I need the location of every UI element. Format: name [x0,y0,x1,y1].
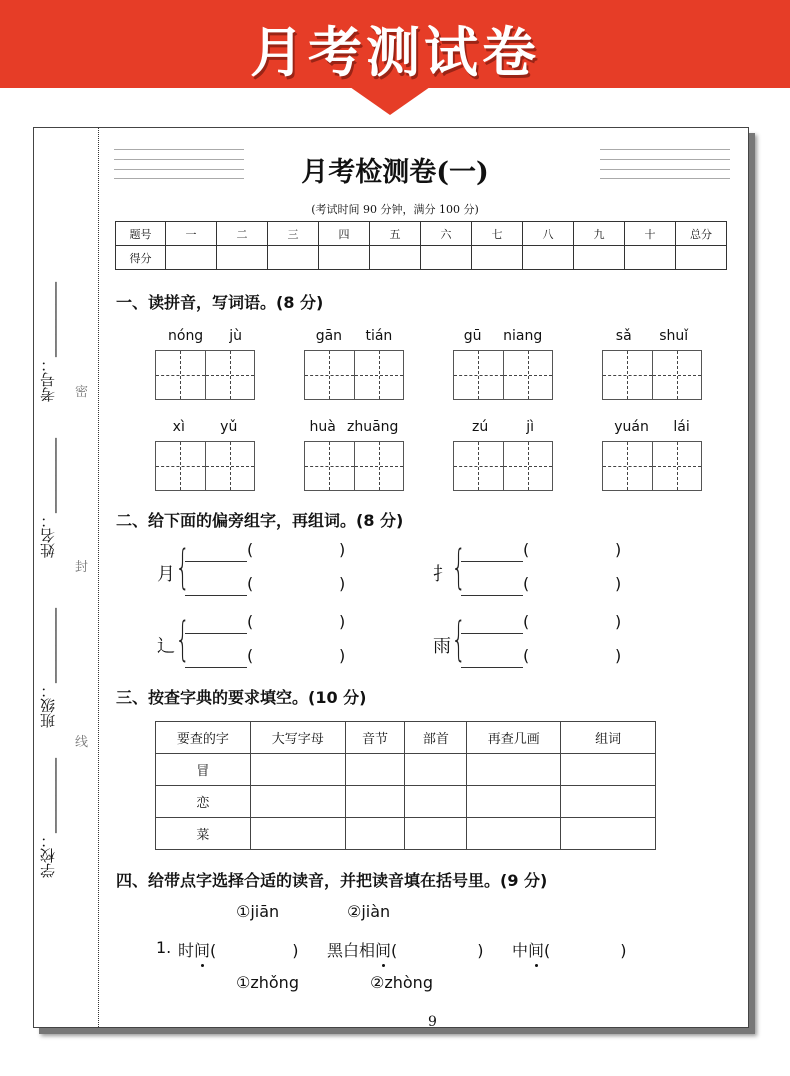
score-header-cell: 一 [166,222,217,246]
dictionary-table [155,721,656,850]
pinyin-label [602,328,702,344]
open-paren: ( [391,941,398,960]
pinyin-syllable: nóng [168,328,204,344]
radical: 雨 [433,636,451,657]
score-cell[interactable] [217,246,268,270]
q2-heading: 二、给下面的偏旁组字，再组词。(8 分) [116,511,404,530]
answer-cell[interactable] [467,786,561,818]
radical: 辶 [157,636,175,657]
word-with-blank [178,938,299,961]
char-blank[interactable] [185,578,247,596]
score-header-cell: 三 [268,222,319,246]
class-field[interactable]: 班级：__________ [39,608,57,728]
paper-title: 月考检测卷(一) [301,157,489,188]
writing-cell[interactable] [653,442,702,490]
score-header-cell: 二 [217,222,268,246]
answer-cell[interactable] [405,818,467,850]
score-table [115,221,727,270]
seal-char: 密 [75,385,89,400]
writing-grid [155,350,255,400]
word-with-blank [327,938,484,961]
writing-cell[interactable] [504,351,553,399]
answer-cell[interactable] [561,818,656,850]
writing-grid [453,441,553,491]
answer-cell[interactable] [467,818,561,850]
writing-cell[interactable] [156,442,206,490]
answer-cell[interactable] [561,754,656,786]
pinyin-syllable: niang [503,328,543,344]
writing-grid [602,441,702,491]
score-cell[interactable] [166,246,217,270]
answer-cell[interactable] [405,786,467,818]
pinyin-syllable: huà [309,419,336,435]
pinyin-label [155,328,255,344]
brace-icon: { [451,540,466,594]
char-blank[interactable] [461,544,523,562]
pinyin-syllable: yuán [614,419,649,435]
dotted-char: 间 [194,938,210,961]
seal-line [98,128,99,1027]
paper-subtitle: (考试时间 90 分钟，满分 100 分) [311,203,479,216]
lookup-char: 冒 [156,754,251,786]
open-paren: ( [210,941,217,960]
char-blank[interactable] [185,650,247,668]
table-row [156,754,656,786]
char-blank[interactable] [461,616,523,634]
answer-cell[interactable] [561,786,656,818]
word-blank[interactable] [533,612,613,632]
open-paren: ( [523,540,530,559]
word-prefix: 时 [178,941,195,960]
close-paren: ) [339,646,346,665]
pinyin-label [155,419,255,435]
brace-icon: { [451,612,466,666]
dotted-char: 间 [375,938,391,961]
close-paren: ) [339,574,346,593]
pinyin-syllable: gān [315,328,343,344]
word-blank[interactable] [533,540,613,560]
score-header-cell: 七 [472,222,523,246]
dotted-char: 间 [528,938,544,961]
writing-cell[interactable] [603,442,653,490]
school-field[interactable]: 学校：__________ [39,758,57,878]
dict-header: 音节 [345,722,405,754]
word-prefix: 中 [512,941,529,960]
pinyin-label [602,419,702,435]
pinyin-syllable: tián [365,328,393,344]
writing-grid [155,441,255,491]
open-paren: ( [523,612,530,631]
answer-cell[interactable] [250,786,345,818]
word-blank[interactable] [533,574,613,594]
score-row-label: 得分 [116,246,166,270]
pinyin-syllable: zhuāng [346,419,399,435]
pinyin-option: ②zhòng [370,973,433,992]
radical: 月 [157,564,175,585]
answer-cell[interactable] [345,786,405,818]
dict-header: 再查几画 [467,722,561,754]
page-number: 9 [428,1014,437,1030]
open-paren: ( [523,646,530,665]
dict-header: 大写字母 [250,722,345,754]
question-number: 1. [156,938,172,957]
score-cell[interactable] [370,246,421,270]
open-paren: ( [247,574,254,593]
writing-cell[interactable] [305,351,355,399]
close-paren: ) [292,941,299,960]
writing-cell[interactable] [504,442,553,490]
lookup-char: 恋 [156,786,251,818]
writing-cell[interactable] [355,351,404,399]
answer-cell[interactable] [467,754,561,786]
q3-heading: 三、按查字典的要求填空。(10 分) [116,688,367,707]
char-blank[interactable] [461,578,523,596]
close-paren: ) [615,612,622,631]
word-prefix: 黑白相 [327,941,376,960]
writing-cell[interactable] [603,351,653,399]
score-cell[interactable] [523,246,574,270]
score-header-cell: 四 [319,222,370,246]
score-header-cell: 八 [523,222,574,246]
brace-icon: { [175,612,190,666]
pinyin-syllable: lái [673,419,690,435]
open-paren: ( [247,540,254,559]
score-header-cell: 九 [574,222,625,246]
writing-grid [453,350,553,400]
word-blank[interactable] [257,540,337,560]
pinyin-syllable: shuǐ [659,328,689,344]
writing-grid [304,350,404,400]
writing-cell[interactable] [653,351,702,399]
close-paren: ) [339,540,346,559]
pinyin-syllable: jù [229,328,242,344]
pinyin-label [304,419,404,435]
writing-grid [602,350,702,400]
score-header-cell: 五 [370,222,421,246]
open-paren: ( [523,574,530,593]
q1-heading: 一、读拼音，写词语。(8 分) [116,293,324,312]
answer-cell[interactable] [345,754,405,786]
pinyin-syllable: gū [463,328,482,344]
char-blank[interactable] [461,650,523,668]
score-cell[interactable] [676,246,727,270]
pinyin-label [304,328,404,344]
writing-cell[interactable] [454,351,504,399]
writing-cell[interactable] [156,351,206,399]
answer-cell[interactable] [250,818,345,850]
table-row [156,818,656,850]
answer-cell[interactable] [405,754,467,786]
pinyin-label [453,328,553,344]
seal-char: 封 [75,560,89,575]
name-field[interactable]: 姓名：__________ [39,438,57,558]
word-blank[interactable] [257,612,337,632]
exam-number-field[interactable]: 考号：__________ [39,282,57,402]
dict-header: 部首 [405,722,467,754]
table-row [156,786,656,818]
writing-cell[interactable] [305,442,355,490]
radical: 扌 [433,564,451,585]
writing-cell[interactable] [355,442,404,490]
open-paren: ( [247,612,254,631]
banner-title: 月考测试卷 [250,21,540,84]
q4-heading: 四、给带点字选择合适的读音，并把读音填在括号里。(9 分) [116,871,548,890]
pinyin-syllable: zú [471,419,489,435]
answer-cell[interactable] [250,754,345,786]
score-cell[interactable] [421,246,472,270]
score-header-cell: 总分 [676,222,727,246]
score-header-cell: 六 [421,222,472,246]
close-paren: ) [620,941,627,960]
score-header-cell: 十 [625,222,676,246]
open-paren: ( [544,941,551,960]
char-blank[interactable] [185,544,247,562]
score-cell[interactable] [472,246,523,270]
pinyin-syllable: sǎ [615,328,632,344]
close-paren: ) [339,612,346,631]
pinyin-label [453,419,553,435]
writing-cell[interactable] [206,442,255,490]
pinyin-syllable: xì [172,419,185,435]
brace-icon: { [175,540,190,594]
dict-header: 组词 [561,722,656,754]
pinyin-syllable: jì [526,419,534,435]
writing-cell[interactable] [454,442,504,490]
word-blank[interactable] [257,646,337,666]
answer-cell[interactable] [345,818,405,850]
lookup-char: 菜 [156,818,251,850]
dict-header: 要查的字 [156,722,251,754]
close-paren: ) [615,540,622,559]
score-cell[interactable] [574,246,625,270]
word-blank[interactable] [257,574,337,594]
close-paren: ) [615,574,622,593]
close-paren: ) [477,941,484,960]
seal-char: 线 [75,735,89,750]
score-cell[interactable] [268,246,319,270]
pinyin-option: ①jiān [236,902,280,921]
word-blank[interactable] [533,646,613,666]
writing-cell[interactable] [206,351,255,399]
close-paren: ) [615,646,622,665]
score-cell[interactable] [625,246,676,270]
score-header-cell: 题号 [116,222,166,246]
word-with-blank [512,938,627,961]
writing-grid [304,441,404,491]
char-blank[interactable] [185,616,247,634]
open-paren: ( [247,646,254,665]
pinyin-option: ②jiàn [347,902,391,921]
pinyin-option: ①zhǒng [236,973,299,992]
pinyin-syllable: yǔ [220,419,238,435]
banner-pointer [350,87,430,115]
score-cell[interactable] [319,246,370,270]
